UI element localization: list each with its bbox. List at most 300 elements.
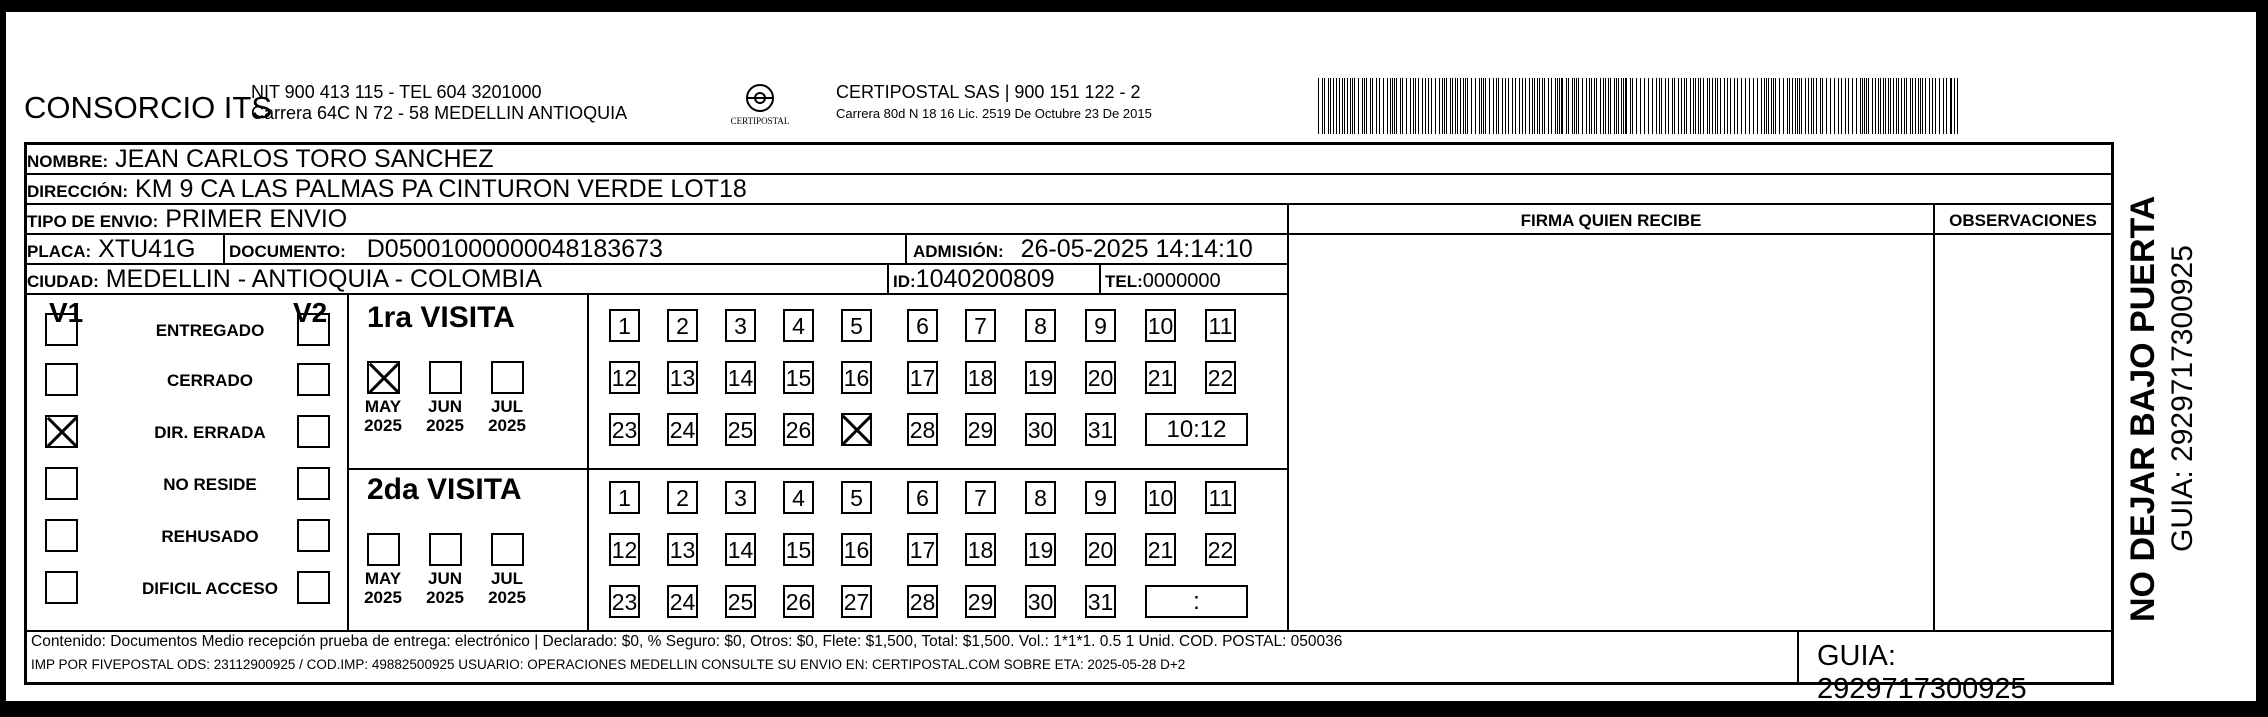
barcode-bar bbox=[1455, 78, 1456, 134]
barcode-bar bbox=[1890, 78, 1891, 134]
month-label bbox=[417, 397, 473, 435]
month-checkbox[interactable] bbox=[429, 533, 462, 566]
barcode-bar bbox=[1532, 78, 1533, 134]
barcode-bar bbox=[1957, 78, 1958, 134]
day-box-30[interactable]: 30 bbox=[1025, 585, 1056, 618]
day-box-6[interactable]: 6 bbox=[907, 309, 938, 342]
barcode-bar bbox=[1442, 78, 1443, 134]
day-box-2[interactable]: 2 bbox=[667, 481, 698, 514]
logo-text: CERTIPOSTAL bbox=[730, 116, 790, 126]
day-box-1[interactable]: 1 bbox=[609, 481, 640, 514]
barcode-bar bbox=[1864, 78, 1865, 134]
month-label bbox=[417, 569, 473, 607]
barcode-bar bbox=[1465, 78, 1466, 134]
day-box-1[interactable]: 1 bbox=[609, 309, 640, 342]
barcode-bar bbox=[1457, 78, 1458, 134]
barcode-bar bbox=[1479, 78, 1480, 134]
barcode-bar bbox=[1410, 78, 1411, 134]
observaciones-divider bbox=[1933, 205, 1935, 630]
nombre-row bbox=[27, 145, 2111, 175]
day-box-10[interactable]: 10 bbox=[1145, 309, 1176, 342]
side-guia: GUIA: 2929717300925 bbox=[2166, 245, 2199, 552]
day-box-22[interactable]: 22 bbox=[1205, 533, 1236, 566]
month-name: JUN bbox=[427, 397, 462, 416]
barcode-bar bbox=[1700, 78, 1701, 134]
tel-value: 0000000 bbox=[1142, 270, 1221, 292]
barcode-bar bbox=[1792, 78, 1793, 134]
company-name: CONSORCIO ITS bbox=[24, 90, 273, 125]
barcode-bar bbox=[1452, 78, 1453, 134]
day-box-22[interactable]: 22 bbox=[1205, 361, 1236, 394]
barcode-bar bbox=[1668, 78, 1669, 134]
barcode-bar bbox=[1608, 78, 1609, 134]
barcode-bar bbox=[1901, 78, 1902, 134]
barcode-bar bbox=[1548, 78, 1549, 134]
day-box-12[interactable]: 12 bbox=[609, 361, 640, 394]
barcode-bar bbox=[1344, 78, 1345, 134]
day-box-24[interactable]: 24 bbox=[667, 585, 698, 618]
barcode-bar bbox=[1515, 78, 1516, 134]
day-box-29[interactable]: 29 bbox=[965, 413, 996, 446]
firma-header: FIRMA QUIEN RECIBE bbox=[1520, 211, 1702, 230]
barcode-bar bbox=[1339, 78, 1340, 134]
visit-title: 1ra VISITA bbox=[367, 301, 515, 334]
barcode-bar bbox=[1336, 78, 1337, 134]
barcode-bar bbox=[1946, 78, 1947, 134]
barcode-bar bbox=[1616, 78, 1617, 134]
barcode bbox=[1318, 78, 1962, 134]
barcode-bar bbox=[1922, 78, 1923, 134]
barcode-bar bbox=[1734, 78, 1735, 134]
barcode-bar bbox=[1525, 78, 1526, 134]
barcode-bar bbox=[1394, 78, 1395, 134]
day-box-18[interactable]: 18 bbox=[965, 533, 996, 566]
barcode-bar bbox=[1712, 78, 1713, 134]
day-box-16[interactable]: 16 bbox=[841, 361, 872, 394]
barcode-bar bbox=[1717, 78, 1718, 134]
barcode-bar bbox=[1376, 78, 1377, 134]
barcode-bar bbox=[1496, 78, 1497, 134]
barcode-bar bbox=[1737, 78, 1738, 134]
day-box-14[interactable]: 14 bbox=[725, 361, 756, 394]
v2-checkbox[interactable] bbox=[297, 363, 330, 396]
cert-line-2: Carrera 80d N 18 16 Lic. 2519 De Octubre 23 De 2015 bbox=[836, 106, 1152, 121]
barcode-bar bbox=[1766, 78, 1767, 134]
barcode-bar bbox=[1415, 78, 1416, 134]
direccion-value: KM 9 CA LAS PALMAS PA CINTURON VERDE LOT18 bbox=[135, 175, 747, 203]
barcode-bar bbox=[1749, 78, 1750, 134]
v2-checkbox[interactable] bbox=[297, 571, 330, 604]
barcode-bar bbox=[1904, 78, 1905, 134]
day-box-24[interactable]: 24 bbox=[667, 413, 698, 446]
barcode-bar bbox=[1830, 78, 1831, 134]
barcode-bar bbox=[1906, 78, 1907, 134]
barcode-bar bbox=[1797, 78, 1798, 134]
barcode-bar bbox=[1636, 78, 1637, 134]
day-box-30[interactable]: 30 bbox=[1025, 413, 1056, 446]
day-box-15[interactable]: 15 bbox=[783, 533, 814, 566]
day-box-18[interactable]: 18 bbox=[965, 361, 996, 394]
barcode-bar bbox=[1690, 78, 1691, 134]
day-box-5[interactable]: 5 bbox=[841, 481, 872, 514]
documento-cell bbox=[223, 235, 923, 263]
barcode-bar bbox=[1787, 78, 1788, 134]
barcode-bar bbox=[1519, 78, 1520, 134]
barcode-bar bbox=[1779, 78, 1780, 134]
status-label: CERRADO bbox=[167, 371, 253, 390]
day-box-20[interactable]: 20 bbox=[1085, 361, 1116, 394]
day-box-4[interactable]: 4 bbox=[783, 481, 814, 514]
barcode-bar bbox=[1483, 78, 1484, 134]
barcode-bar bbox=[1888, 78, 1889, 134]
barcode-bar bbox=[1724, 78, 1725, 134]
barcode-bar bbox=[1813, 78, 1814, 134]
visit-title: 2da VISITA bbox=[367, 473, 522, 506]
day-box-8[interactable]: 8 bbox=[1025, 309, 1056, 342]
day-box-9[interactable]: 9 bbox=[1085, 481, 1116, 514]
day-box-19[interactable]: 19 bbox=[1025, 533, 1056, 566]
barcode-bar bbox=[1439, 78, 1440, 134]
barcode-bar bbox=[1568, 78, 1569, 134]
v1-checkbox[interactable] bbox=[45, 313, 78, 346]
barcode-bar bbox=[1852, 78, 1853, 134]
barcode-bar bbox=[1387, 78, 1388, 134]
barcode-bar bbox=[1614, 78, 1615, 134]
barcode-bar bbox=[1333, 78, 1334, 134]
v2-checkbox[interactable] bbox=[297, 415, 330, 448]
barcode-bar bbox=[1826, 78, 1827, 134]
barcode-bar bbox=[1695, 78, 1696, 134]
barcode-bar bbox=[1413, 78, 1414, 134]
barcode-bar bbox=[1727, 78, 1728, 134]
barcode-bar bbox=[1324, 78, 1325, 134]
form-frame bbox=[24, 142, 2114, 705]
day-box-7[interactable]: 7 bbox=[965, 309, 996, 342]
barcode-bar bbox=[1805, 78, 1806, 134]
day-box-10[interactable]: 10 bbox=[1145, 481, 1176, 514]
company-info bbox=[251, 82, 627, 124]
month-checkbox[interactable] bbox=[491, 533, 524, 566]
barcode-bar bbox=[1880, 78, 1881, 134]
day-box-17[interactable]: 17 bbox=[907, 533, 938, 566]
v1-checkbox[interactable] bbox=[45, 571, 78, 604]
day-box-31[interactable]: 31 bbox=[1085, 413, 1116, 446]
barcode-bar bbox=[1586, 78, 1587, 134]
documento-label: DOCUMENTO: bbox=[229, 242, 346, 261]
day-box-27[interactable] bbox=[841, 413, 872, 446]
day-box-2[interactable]: 2 bbox=[667, 309, 698, 342]
barcode-bar bbox=[1463, 78, 1464, 134]
barcode-bar bbox=[1838, 78, 1839, 134]
barcode-bar bbox=[1684, 78, 1685, 134]
day-box-21[interactable]: 21 bbox=[1145, 361, 1176, 394]
barcode-bar bbox=[1370, 78, 1371, 134]
barcode-bar bbox=[1428, 78, 1429, 134]
barcode-bar bbox=[1591, 78, 1592, 134]
status-label: NO RESIDE bbox=[163, 475, 257, 494]
id-label: ID: bbox=[893, 272, 916, 291]
tipo-value: PRIMER ENVIO bbox=[165, 205, 348, 233]
barcode-bar bbox=[1848, 78, 1849, 134]
barcode-bar bbox=[1745, 78, 1746, 134]
barcode-bar bbox=[1467, 78, 1468, 134]
day-box-23[interactable]: 23 bbox=[609, 413, 640, 446]
address-line: Carrera 64C N 72 - 58 MEDELLIN ANTIOQUIA bbox=[251, 103, 628, 123]
barcode-bar bbox=[1589, 78, 1590, 134]
certipostal-info bbox=[836, 82, 1152, 124]
barcode-bar bbox=[1396, 78, 1397, 134]
day-box-21[interactable]: 21 bbox=[1145, 533, 1176, 566]
day-box-11[interactable]: 11 bbox=[1205, 309, 1236, 342]
barcode-bar bbox=[1918, 78, 1919, 134]
barcode-bar bbox=[1943, 78, 1944, 134]
certipostal-logo bbox=[726, 76, 794, 136]
barcode-bar bbox=[1328, 78, 1329, 134]
barcode-bar bbox=[1808, 78, 1809, 134]
day-box-9[interactable]: 9 bbox=[1085, 309, 1116, 342]
barcode-bar bbox=[1372, 78, 1373, 134]
day-box-3[interactable]: 3 bbox=[725, 309, 756, 342]
day-box-15[interactable]: 15 bbox=[783, 361, 814, 394]
barcode-bar bbox=[1801, 78, 1802, 134]
time-box[interactable]: 10:12 bbox=[1145, 413, 1248, 446]
month-checkbox[interactable] bbox=[491, 361, 524, 394]
tel-cell bbox=[1099, 265, 1287, 293]
id-value: 1040200809 bbox=[915, 265, 1055, 293]
barcode-bar bbox=[1542, 78, 1543, 134]
admision-cell bbox=[905, 235, 1287, 263]
barcode-bar bbox=[1720, 78, 1721, 134]
v1-checkbox[interactable] bbox=[45, 363, 78, 396]
barcode-bar bbox=[1561, 78, 1563, 134]
barcode-bar bbox=[1330, 78, 1331, 134]
barcode-bar bbox=[1418, 78, 1419, 134]
status-label: DIFICIL ACCESO bbox=[141, 579, 278, 598]
month-year: 2025 bbox=[364, 588, 402, 607]
barcode-bar bbox=[1630, 78, 1631, 134]
barcode-bar bbox=[1764, 78, 1765, 134]
cert-line-1: CERTIPOSTAL SAS | 900 151 122 - 2 bbox=[836, 82, 1141, 102]
placa-value: XTU41G bbox=[98, 235, 196, 263]
v1-checkbox[interactable] bbox=[45, 415, 78, 448]
barcode-bar bbox=[1845, 78, 1846, 134]
month-name: JUL bbox=[490, 569, 524, 588]
day-box-28[interactable]: 28 bbox=[907, 585, 938, 618]
month-label bbox=[479, 569, 535, 607]
month-year: 2025 bbox=[488, 416, 526, 435]
barcode-bar bbox=[1841, 78, 1842, 134]
v2-checkbox[interactable] bbox=[297, 313, 330, 346]
barcode-bar bbox=[1471, 78, 1472, 134]
barcode-bar bbox=[1392, 78, 1393, 134]
v1-checkbox[interactable] bbox=[45, 519, 78, 552]
day-box-19[interactable]: 19 bbox=[1025, 361, 1056, 394]
v2-header: V2 bbox=[293, 297, 328, 328]
admision-value: 26-05-2025 14:14:10 bbox=[1020, 235, 1253, 263]
barcode-bar bbox=[1925, 78, 1926, 134]
barcode-bar bbox=[1741, 78, 1742, 134]
status-divider bbox=[347, 295, 349, 630]
barcode-bar bbox=[1475, 78, 1476, 134]
day-box-28[interactable]: 28 bbox=[907, 413, 938, 446]
barcode-bar bbox=[1522, 78, 1523, 134]
barcode-bar bbox=[1912, 78, 1913, 134]
barcode-bar bbox=[1431, 78, 1432, 134]
visits-divider bbox=[349, 468, 1287, 470]
day-box-13[interactable]: 13 bbox=[667, 361, 698, 394]
barcode-bar bbox=[1644, 78, 1645, 134]
id-cell bbox=[887, 265, 1107, 293]
barcode-bar bbox=[1761, 78, 1762, 134]
day-box-20[interactable]: 20 bbox=[1085, 533, 1116, 566]
firma-divider bbox=[1287, 205, 1289, 630]
barcode-bar bbox=[1659, 78, 1660, 134]
day-box-12[interactable]: 12 bbox=[609, 533, 640, 566]
day-box-26[interactable]: 26 bbox=[783, 585, 814, 618]
barcode-bar bbox=[1625, 78, 1627, 134]
day-box-29[interactable]: 29 bbox=[965, 585, 996, 618]
day-box-5[interactable]: 5 bbox=[841, 309, 872, 342]
barcode-bar bbox=[1537, 78, 1538, 134]
ciudad-row bbox=[27, 265, 1287, 295]
barcode-bar bbox=[1460, 78, 1461, 134]
barcode-bar bbox=[1816, 78, 1817, 134]
day-box-7[interactable]: 7 bbox=[965, 481, 996, 514]
barcode-bar bbox=[1489, 78, 1490, 134]
day-box-8[interactable]: 8 bbox=[1025, 481, 1056, 514]
month-checkbox[interactable] bbox=[367, 533, 400, 566]
day-box-11[interactable]: 11 bbox=[1205, 481, 1236, 514]
tipo-label: TIPO DE ENVIO: bbox=[27, 212, 159, 231]
day-box-6[interactable]: 6 bbox=[907, 481, 938, 514]
month-year: 2025 bbox=[426, 588, 464, 607]
day-box-23[interactable]: 23 bbox=[609, 585, 640, 618]
month-checkbox[interactable] bbox=[367, 361, 400, 394]
v1-checkbox[interactable] bbox=[45, 467, 78, 500]
barcode-bar bbox=[1400, 78, 1401, 134]
placa-row bbox=[27, 235, 1287, 265]
barcode-bar bbox=[1862, 78, 1863, 134]
barcode-bar bbox=[1866, 78, 1867, 134]
barcode-bar bbox=[1350, 78, 1351, 134]
barcode-bar bbox=[1885, 78, 1886, 134]
barcode-bar bbox=[1935, 78, 1936, 134]
barcode-bar bbox=[1640, 78, 1641, 134]
barcode-bar bbox=[1446, 78, 1447, 134]
barcode-bar bbox=[1932, 78, 1933, 134]
barcode-bar bbox=[1512, 78, 1513, 134]
barcode-bar bbox=[1875, 78, 1876, 134]
barcode-bar bbox=[1603, 78, 1604, 134]
v2-checkbox[interactable] bbox=[297, 467, 330, 500]
barcode-bar bbox=[1856, 78, 1857, 134]
day-box-27[interactable]: 27 bbox=[841, 585, 872, 618]
observaciones-header: OBSERVACIONES bbox=[1949, 211, 2097, 230]
barcode-bar bbox=[1632, 78, 1633, 134]
day-box-13[interactable]: 13 bbox=[667, 533, 698, 566]
barcode-bar bbox=[1789, 78, 1790, 134]
barcode-bar bbox=[1318, 78, 1319, 134]
barcode-bar bbox=[1596, 78, 1597, 134]
barcode-bar bbox=[1775, 78, 1776, 134]
barcode-bar bbox=[1508, 78, 1509, 134]
barcode-bar bbox=[1698, 78, 1699, 134]
barcode-bar bbox=[1674, 78, 1675, 134]
barcode-bar bbox=[1572, 78, 1573, 134]
day-box-14[interactable]: 14 bbox=[725, 533, 756, 566]
barcode-bar bbox=[1929, 78, 1930, 134]
day-box-25[interactable]: 25 bbox=[725, 413, 756, 446]
barcode-bar bbox=[1893, 78, 1894, 134]
barcode-bar bbox=[1915, 78, 1916, 134]
barcode-bar bbox=[1623, 78, 1624, 134]
month-name: JUN bbox=[427, 569, 462, 588]
months-divider bbox=[587, 295, 589, 630]
barcode-bar bbox=[1505, 78, 1506, 134]
barcode-bar bbox=[1954, 78, 1955, 134]
barcode-bar bbox=[1342, 78, 1343, 134]
barcode-bar bbox=[1594, 78, 1595, 134]
barcode-bar bbox=[1753, 78, 1754, 134]
barcode-bar bbox=[1566, 78, 1567, 134]
barcode-bar bbox=[1534, 78, 1535, 134]
barcode-bar bbox=[1529, 78, 1530, 134]
barcode-bar bbox=[1656, 78, 1657, 134]
day-box-16[interactable]: 16 bbox=[841, 533, 872, 566]
barcode-bar bbox=[1406, 78, 1407, 134]
barcode-bar bbox=[1322, 78, 1323, 134]
day-box-31[interactable]: 31 bbox=[1085, 585, 1116, 618]
barcode-bar bbox=[1621, 78, 1622, 134]
day-box-17[interactable]: 17 bbox=[907, 361, 938, 394]
tipo-row bbox=[27, 205, 1287, 235]
month-name: MAY bbox=[364, 569, 402, 588]
columns-header-line bbox=[1287, 233, 2111, 235]
ciudad-label: CIUDAD: bbox=[27, 272, 99, 291]
barcode-bar bbox=[1665, 78, 1666, 134]
barcode-bar bbox=[1485, 78, 1486, 134]
day-box-4[interactable]: 4 bbox=[783, 309, 814, 342]
barcode-bar bbox=[1822, 78, 1823, 134]
barcode-bar bbox=[1390, 78, 1391, 134]
time-box[interactable]: : bbox=[1145, 585, 1248, 618]
placa-label: PLACA: bbox=[27, 242, 92, 261]
day-box-3[interactable]: 3 bbox=[725, 481, 756, 514]
barcode-bar bbox=[1898, 78, 1899, 134]
tel-label: TEL: bbox=[1105, 272, 1143, 291]
barcode-bar bbox=[1605, 78, 1606, 134]
nombre-label: NOMBRE: bbox=[27, 152, 109, 171]
barcode-bar bbox=[1425, 78, 1426, 134]
v2-checkbox[interactable] bbox=[297, 519, 330, 552]
barcode-bar bbox=[1783, 78, 1784, 134]
barcode-bar bbox=[1950, 78, 1952, 134]
barcode-bar bbox=[1799, 78, 1800, 134]
barcode-bar bbox=[1920, 78, 1921, 134]
day-box-25[interactable]: 25 bbox=[725, 585, 756, 618]
barcode-bar bbox=[1661, 78, 1662, 134]
barcode-bar bbox=[1502, 78, 1503, 134]
status-label: REHUSADO bbox=[161, 527, 259, 546]
barcode-bar bbox=[1693, 78, 1694, 134]
barcode-bar bbox=[1362, 78, 1363, 134]
barcode-bar bbox=[1557, 78, 1558, 134]
day-box-26[interactable]: 26 bbox=[783, 413, 814, 446]
barcode-bar bbox=[1610, 78, 1611, 134]
barcode-bar bbox=[1347, 78, 1348, 134]
footer-guia: GUIA: 2929717300925 bbox=[1817, 640, 2027, 705]
month-checkbox[interactable] bbox=[429, 361, 462, 394]
